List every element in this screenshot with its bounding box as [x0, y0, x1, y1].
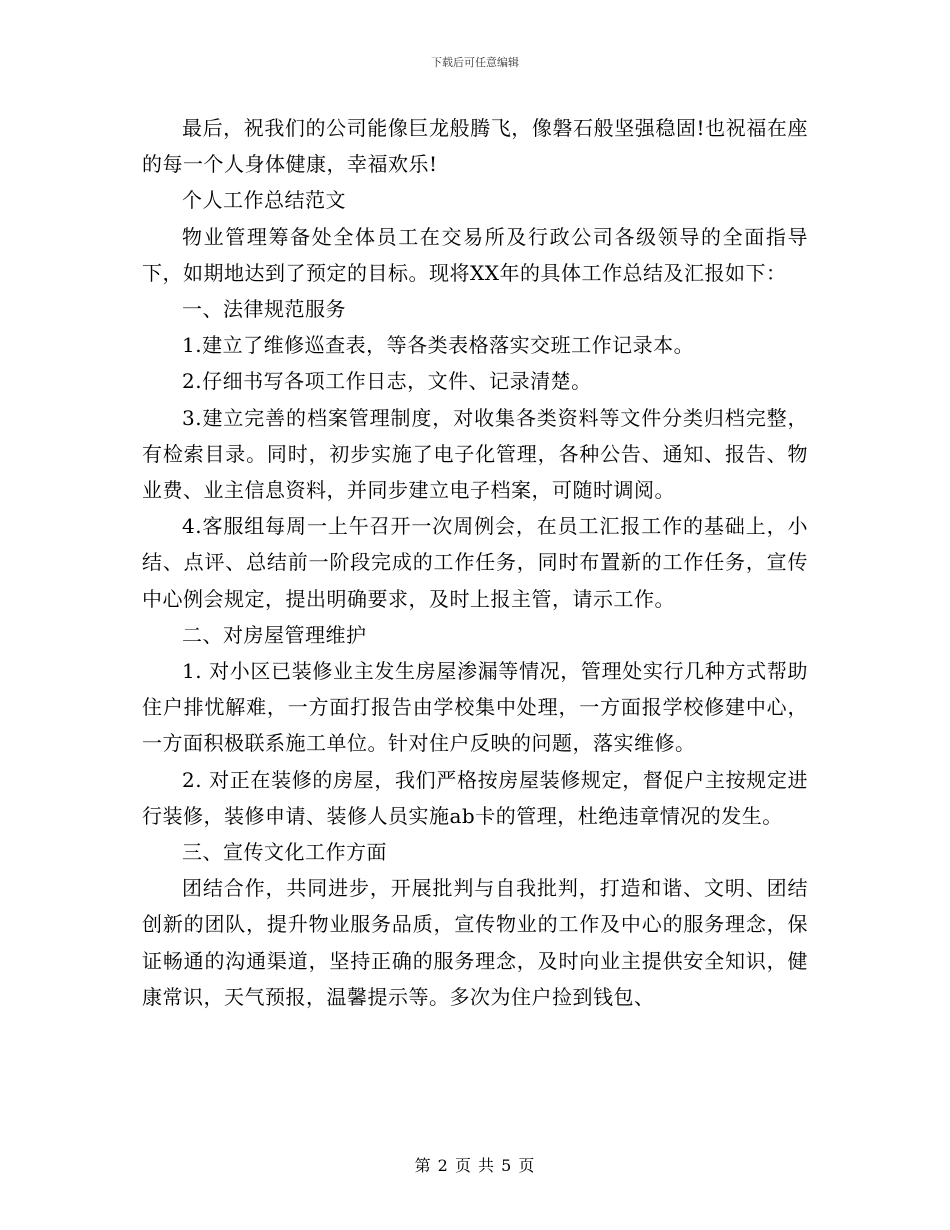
closing-paragraph: 最后，祝我们的公司能像巨龙般腾飞，像磐石般坚强稳固!也祝福在座的每一个人身体健康，幸福欢乐! — [142, 116, 808, 177]
list-item: 2.仔细书写各项工作日志，文件、记录清楚。 — [182, 369, 592, 394]
list-item: 2. 对正在装修的房屋，我们严格按房屋装修规定，督促户主按规定进行装修，装修申请、装修人员实施ab卡的管理，杜绝违章情况的发生。 — [142, 767, 808, 828]
body-paragraph: 团结合作，共同进步，开展批判与自我批判，打造和谐、文明、团结创新的团队，提升物业服务品质，宣传物业的工作及中心的服务理念，保证畅通的沟通渠道，坚持正确的服务理念，及时向业主提供安全知识，健康常识，天气预报，温馨提示等。多次为住户捡到钱包、 — [142, 876, 808, 1009]
list-item: 3.建立完善的档案管理制度，对收集各类资料等文件分类归档完整，有检索目录。同时，初步实施了电子化管理，各种公告、通知、报告、物业费、业主信息资料，并同步建立电子档案，可随时调阅。 — [142, 405, 808, 503]
list-item: 1. 对小区已装修业主发生房屋渗漏等情况，管理处实行几种方式帮助住户排忧解难，一方面打报告由学校集中处理，一方面报学校修建中心，一方面积极联系施工单位。针对住户反映的问题，落实维修。 — [142, 659, 808, 756]
list-item: 1.建立了维修巡查表，等各类表格落实交班工作记录本。 — [182, 333, 695, 358]
section-heading-legal-service: 一、法律规范服务 — [182, 297, 346, 322]
document-title: 个人工作总结范文 — [182, 188, 346, 213]
page-number-footer: 第 2 页 共 5 页 — [414, 1156, 536, 1175]
intro-paragraph: 物业管理筹备处全体员工在交易所及行政公司各级领导的全面指导下，如期地达到了预定的目标。现将XX年的具体工作总结及汇报如下： — [142, 224, 808, 285]
section-heading-housing-maintenance: 二、对房屋管理维护 — [182, 622, 367, 647]
list-item: 4.客服组每周一上午召开一次周例会，在员工汇报工作的基础上，小结、点评、总结前一阶段完成的工作任务，同时布置新的工作任务，宣传中心例会规定，提出明确要求，及时上报主管，请示工作。 — [142, 514, 808, 611]
page-header: 下载后可任意编辑 — [431, 56, 519, 69]
section-heading-publicity-culture: 三、宣传文化工作方面 — [182, 840, 387, 865]
document-body — [142, 110, 808, 1015]
